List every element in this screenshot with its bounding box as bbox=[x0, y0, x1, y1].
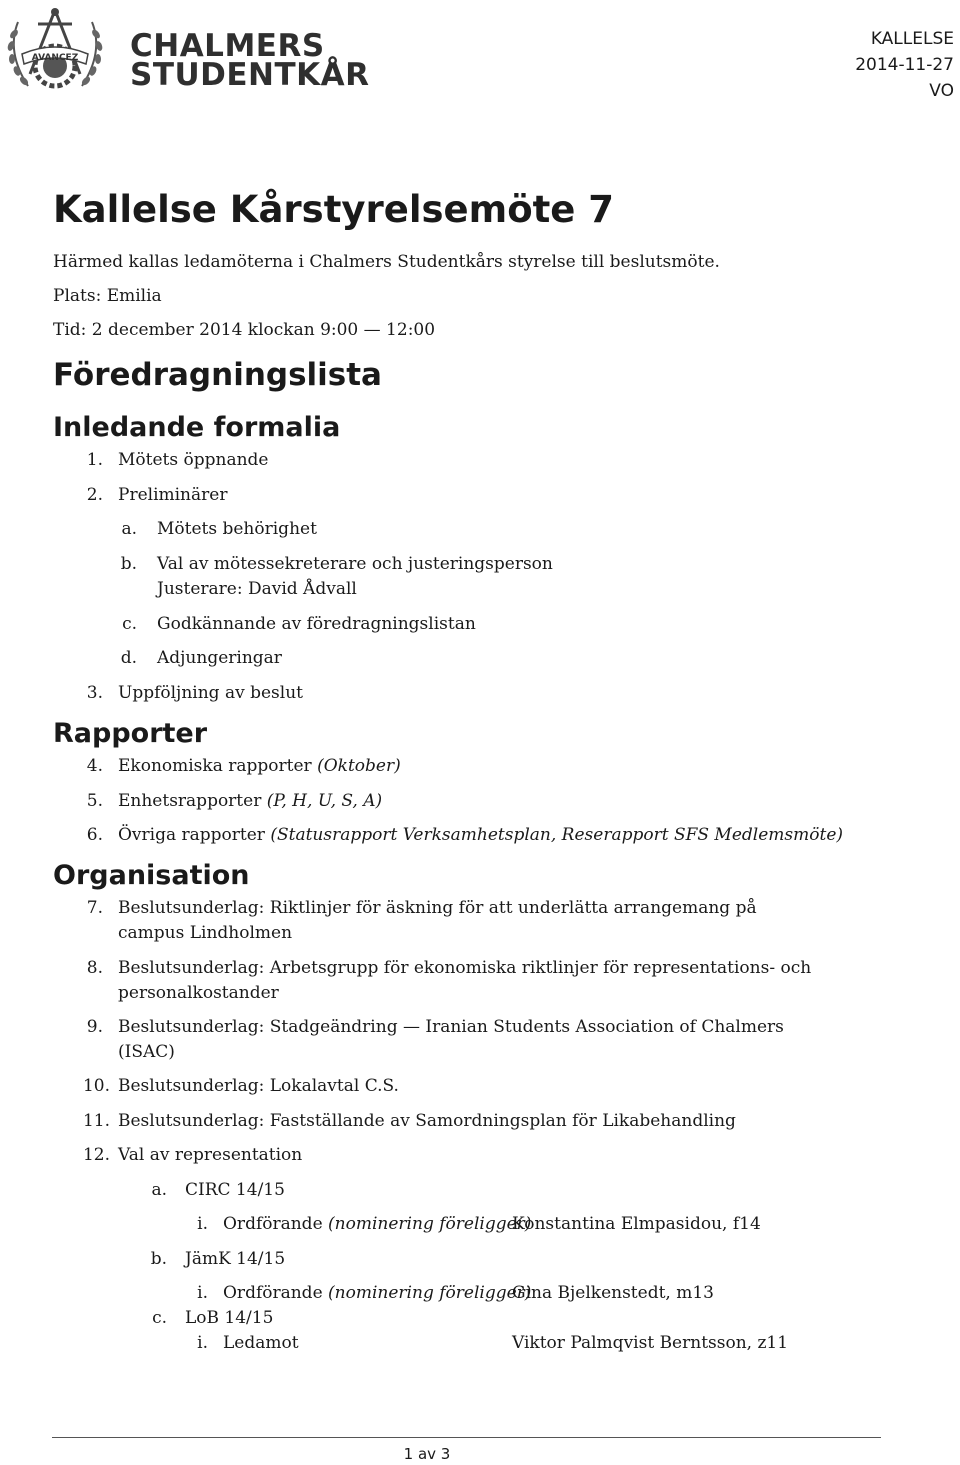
nominee-name: Viktor Palmqvist Berntsson, z11 bbox=[512, 1333, 789, 1353]
meeting-place: Plats: Emilia bbox=[53, 286, 162, 306]
role-note: (nominering föreligger) bbox=[328, 1283, 532, 1303]
adjuster-name: Justerare: David Ådvall bbox=[157, 579, 357, 599]
agenda-item-line2: (ISAC) bbox=[118, 1042, 175, 1062]
agenda-item-line2: personalkostander bbox=[118, 983, 279, 1003]
item-number: 4. bbox=[86, 756, 103, 776]
item-number: 3. bbox=[86, 683, 103, 703]
item-number: 7. bbox=[86, 898, 103, 918]
item-number: 11. bbox=[82, 1111, 110, 1131]
item-note: (Oktober) bbox=[317, 756, 401, 776]
item-number: 8. bbox=[86, 958, 103, 978]
position-role bbox=[223, 1212, 531, 1236]
document-type: KALLELSE bbox=[870, 29, 954, 49]
agenda-item: Uppföljning av beslut bbox=[118, 683, 303, 703]
subitem-roman: i. bbox=[197, 1214, 208, 1234]
role-text: Ordförande bbox=[223, 1214, 323, 1234]
agenda-item-line1: Beslutsunderlag: Riktlinjer för äskning för att underlätta arrangemang på bbox=[118, 898, 757, 918]
item-text: Enhetsrapporter bbox=[118, 791, 262, 811]
agenda-item bbox=[118, 754, 401, 778]
subitem-roman: i. bbox=[197, 1283, 208, 1303]
position-role bbox=[223, 1281, 531, 1305]
subitem-letter: a. bbox=[121, 519, 137, 539]
nominee-name: Gina Bjelkenstedt, m13 bbox=[512, 1283, 714, 1303]
item-number: 10. bbox=[82, 1076, 110, 1096]
meeting-time: Tid: 2 december 2014 klockan 9:00 — 12:00 bbox=[53, 320, 436, 340]
representation-body: LoB 14/15 bbox=[185, 1308, 274, 1328]
subitem-letter: c. bbox=[152, 1308, 167, 1328]
agenda-item-line2: campus Lindholmen bbox=[118, 923, 293, 943]
section-heading-inledande: Inledande formalia bbox=[53, 412, 341, 443]
page-number: 1 av 3 bbox=[403, 1445, 451, 1463]
agenda-subitem: Godkännande av föredragningslistan bbox=[157, 614, 476, 634]
brand-name-line1: CHALMERS bbox=[130, 28, 325, 64]
page-title: Kallelse Kårstyrelsemöte 7 bbox=[53, 188, 615, 231]
agenda-item: Val av representation bbox=[118, 1145, 303, 1165]
item-number: 9. bbox=[86, 1017, 103, 1037]
chalmers-emblem-logo bbox=[0, 4, 110, 96]
footer-divider bbox=[52, 1437, 881, 1438]
subitem-letter: b. bbox=[120, 554, 137, 574]
agenda-item: Beslutsunderlag: Fastställande av Samordningsplan för Likabehandling bbox=[118, 1111, 736, 1131]
item-number: 2. bbox=[86, 485, 103, 505]
agenda-item: Mötets öppnande bbox=[118, 450, 269, 470]
svg-text:AVANCEZ: AVANCEZ bbox=[31, 53, 79, 63]
position-role: Ledamot bbox=[223, 1333, 299, 1353]
section-heading-organisation: Organisation bbox=[53, 860, 250, 891]
subitem-letter: b. bbox=[150, 1249, 167, 1269]
representation-body: CIRC 14/15 bbox=[185, 1180, 285, 1200]
item-number: 5. bbox=[86, 791, 103, 811]
item-number: 1. bbox=[86, 450, 103, 470]
item-note: (P, H, U, S, A) bbox=[266, 791, 383, 811]
intro-line: Härmed kallas ledamöterna i Chalmers Studentkårs styrelse till beslutsmöte. bbox=[53, 252, 720, 272]
nominee-name: Konstantina Elmpasidou, f14 bbox=[512, 1214, 761, 1234]
brand-name-line2: STUDENTKÅR bbox=[130, 57, 370, 93]
agenda-item-line1: Beslutsunderlag: Stadgeändring — Iranian Students Association of Chalmers bbox=[118, 1017, 784, 1037]
subitem-roman: i. bbox=[197, 1333, 208, 1353]
agenda-item: Preliminärer bbox=[118, 485, 228, 505]
item-number: 6. bbox=[86, 825, 103, 845]
item-text: Ekonomiska rapporter bbox=[118, 756, 312, 776]
agenda-subitem: Mötets behörighet bbox=[157, 519, 317, 539]
item-note: (Statusrapport Verksamhetsplan, Reserapport SFS Medlemsmöte) bbox=[270, 825, 844, 845]
agenda-subitem: Val av mötessekreterare och justeringsperson bbox=[157, 554, 553, 574]
section-heading-rapporter: Rapporter bbox=[53, 718, 208, 749]
agenda-subitem: Adjungeringar bbox=[157, 648, 282, 668]
agenda-item: Beslutsunderlag: Lokalavtal C.S. bbox=[118, 1076, 399, 1096]
subitem-letter: d. bbox=[120, 648, 137, 668]
subitem-letter: c. bbox=[122, 614, 137, 634]
agenda-item-line1: Beslutsunderlag: Arbetsgrupp för ekonomiska riktlinjer för representations- och bbox=[118, 958, 812, 978]
subitem-letter: a. bbox=[151, 1180, 167, 1200]
document-date: 2014-11-27 bbox=[855, 55, 954, 75]
agenda-heading: Föredragningslista bbox=[53, 357, 382, 393]
role-note: (nominering föreligger) bbox=[328, 1214, 532, 1234]
agenda-item bbox=[118, 823, 843, 847]
agenda-item bbox=[118, 789, 382, 813]
item-text: Övriga rapporter bbox=[118, 825, 265, 845]
representation-body: JämK 14/15 bbox=[185, 1249, 286, 1269]
item-number: 12. bbox=[82, 1145, 110, 1165]
role-text: Ordförande bbox=[223, 1283, 323, 1303]
document-author: VO bbox=[929, 81, 954, 101]
